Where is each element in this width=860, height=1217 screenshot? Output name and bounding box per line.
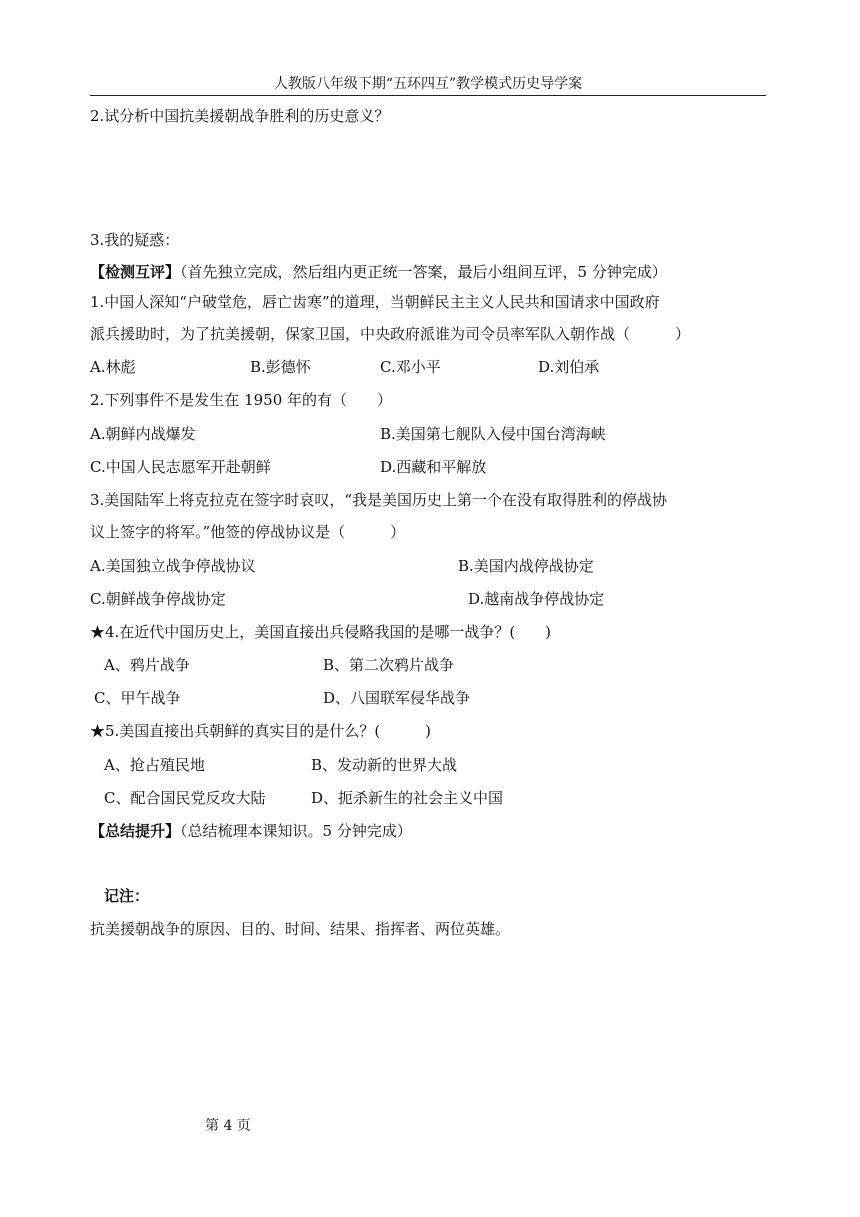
mc5-option-a: A、抢占殖民地: [104, 756, 205, 774]
mc1-option-d: D.刘伯承: [538, 358, 600, 376]
mc2-stem: 2.下列事件不是发生在 1950 年的有（ ）: [90, 391, 393, 409]
mc5-stem: ★5.美国直接出兵朝鲜的真实目的是什么？( ): [90, 722, 432, 740]
question-doubt: 3.我的疑惑：: [90, 231, 180, 249]
mc1-option-a: A.林彪: [90, 358, 136, 376]
mc4-option-a: A、鸦片战争: [104, 656, 190, 674]
section-summary-heading: [90, 821, 412, 841]
mc3-option-d: D.越南战争停战协定: [468, 590, 605, 608]
section-test-label: 【检测互评】: [90, 263, 181, 281]
mc4-option-b: B、第二次鸦片战争: [323, 656, 455, 674]
header-title: 人教版八年级下期“五环四互”教学模式历史导学案: [273, 76, 583, 92]
mc1-option-c: C.邓小平: [380, 358, 441, 376]
mc1-line2: 派兵援助时，为了抗美援朝，保家卫国，中央政府派谁为司令员率军队入朝作战（ ）: [90, 325, 691, 343]
mc3-option-b: B.美国内战停战协定: [458, 557, 594, 575]
mc1-option-b: B.彭德怀: [250, 358, 311, 376]
section-summary-label: 【总结提升】: [90, 822, 181, 840]
question-analysis: 2.试分析中国抗美援朝战争胜利的历史意义？: [90, 107, 390, 125]
mc3-option-a: A.美国独立战争停战协议: [90, 557, 256, 575]
mc2-option-b: B.美国第七舰队入侵中国台湾海峡: [380, 425, 606, 443]
notes-label: 记注：: [104, 887, 150, 905]
page-number: 第 4 页: [205, 1118, 251, 1134]
mc3-option-c: C.朝鲜战争停战协定: [90, 590, 226, 608]
mc5-option-c: C、配合国民党反攻大陆: [104, 789, 266, 807]
section-test-heading: [90, 262, 667, 282]
mc5-option-b: B、发动新的世界大战: [311, 756, 458, 774]
mc2-option-c: C.中国人民志愿军开赴朝鲜: [90, 458, 271, 476]
mc4-option-d: D、八国联军侵华战争: [323, 689, 471, 707]
mc3-line1: 3.美国陆军上将克拉克在签字时哀叹，“我是美国历史上第一个在没有取得胜利的停战协: [90, 491, 667, 509]
mc2-option-d: D.西藏和平解放: [380, 458, 487, 476]
page-header: [90, 75, 766, 96]
section-summary-note: （总结梳理本课知识。5 分钟完成）: [180, 822, 412, 840]
mc4-option-c: C、甲午战争: [94, 689, 181, 707]
mc2-option-a: A.朝鲜内战爆发: [90, 425, 196, 443]
mc4-stem: ★4.在近代中国历史上，美国直接出兵侵略我国的是哪一战争？( ): [90, 623, 552, 641]
mc5-option-d: D、扼杀新生的社会主义中国: [311, 789, 504, 807]
section-test-note: （首先独立完成，然后组内更正统一答案，最后小组间互评，5 分钟完成）: [180, 263, 667, 281]
mc1-line1: 1.中国人深知“户破堂危，唇亡齿寒”的道理，当朝鲜民主主义人民共和国请求中国政府: [90, 293, 660, 311]
mc3-line2: 议上签字的将军。”他签的停战协议是（ ）: [90, 523, 406, 541]
notes-text: 抗美援朝战争的原因、目的、时间、结果、指挥者、两位英雄。: [90, 920, 511, 938]
